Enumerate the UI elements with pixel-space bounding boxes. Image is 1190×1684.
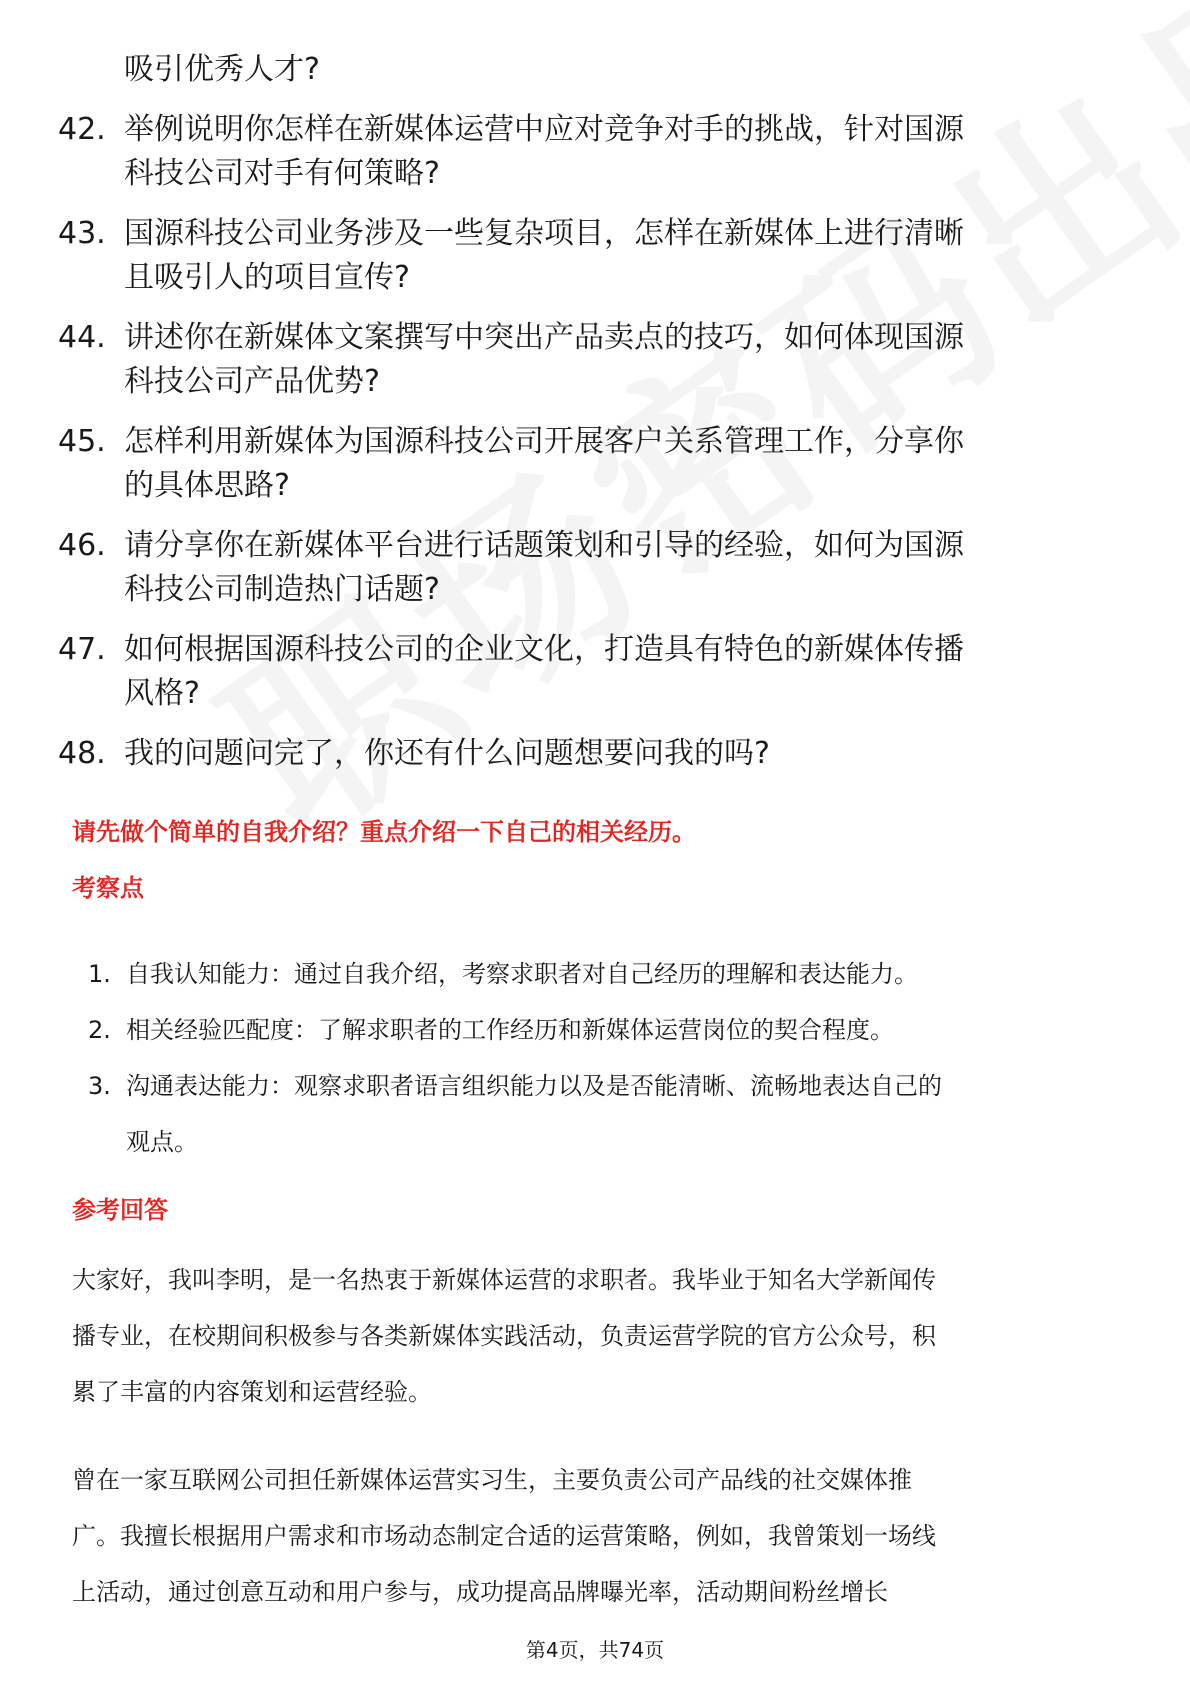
point-text: 相关经验匹配度：了解求职者的工作经历和新媒体运营岗位的契合程度。 — [126, 1016, 894, 1044]
question-42 — [58, 108, 1138, 196]
question-text-line: 我的问题问完了，你还有什么问题想要问我的吗? — [124, 736, 770, 771]
question-text-line: 且吸引人的项目宣传? — [124, 260, 410, 295]
question-number: 42. — [58, 112, 106, 147]
point-item — [88, 946, 1128, 1002]
point-number: 2. — [88, 1016, 111, 1044]
section-title: 请先做个简单的自我介绍？重点介绍一下自己的相关经历。 — [72, 818, 696, 846]
point-text-line: 观点。 — [126, 1128, 198, 1156]
question-number: 44. — [58, 320, 106, 355]
question-46 — [58, 524, 1138, 612]
question-43 — [58, 212, 1138, 300]
question-text — [124, 212, 1138, 300]
point-text — [126, 1058, 1128, 1170]
question-44 — [58, 316, 1138, 404]
question-text — [124, 732, 1138, 776]
answer-paragraph-2 — [72, 1452, 1122, 1620]
question-number: 46. — [58, 528, 106, 563]
answer-line: 上活动，通过创意互动和用户参与，成功提高品牌曝光率，活动期间粉丝增长 — [72, 1578, 888, 1606]
question-48 — [58, 732, 1138, 776]
answer-line: 播专业，在校期间积极参与各类新媒体实践活动，负责运营学院的官方公众号，积 — [72, 1322, 936, 1350]
point-number: 3. — [88, 1072, 111, 1100]
page-footer: 第4页，共74页 — [525, 1638, 665, 1662]
question-text-line: 的具体思路? — [124, 468, 290, 503]
question-47 — [58, 628, 1138, 716]
answer-line: 累了丰富的内容策划和运营经验。 — [72, 1378, 432, 1406]
question-text — [124, 108, 1138, 196]
answer-line: 大家好，我叫李明，是一名热衷于新媒体运营的求职者。我毕业于知名大学新闻传 — [72, 1266, 936, 1294]
question-41-continued: 吸引优秀人才? — [124, 52, 320, 87]
answer-heading: 参考回答 — [72, 1196, 168, 1224]
question-list — [58, 48, 1138, 792]
question-text-line: 风格? — [124, 676, 200, 711]
question-text-line: 举例说明你怎样在新媒体运营中应对竞争对手的挑战，针对国源 — [124, 112, 964, 147]
question-number: 48. — [58, 736, 106, 771]
question-text-line: 讲述你在新媒体文案撰写中突出产品卖点的技巧，如何体现国源 — [124, 320, 964, 355]
question-text — [124, 316, 1138, 404]
point-text-line: 沟通表达能力：观察求职者语言组织能力以及是否能清晰、流畅地表达自己的 — [126, 1072, 942, 1100]
point-item — [88, 1002, 1128, 1058]
answer-line: 广。我擅长根据用户需求和市场动态制定合适的运营策略，例如，我曾策划一场线 — [72, 1522, 936, 1550]
point-text: 自我认知能力：通过自我介绍，考察求职者对自己经历的理解和表达能力。 — [126, 960, 918, 988]
answer-paragraph-1 — [72, 1252, 1122, 1420]
answer-line: 曾在一家互联网公司担任新媒体运营实习生，主要负责公司产品线的社交媒体推 — [72, 1466, 912, 1494]
question-text-line: 科技公司产品优势? — [124, 364, 380, 399]
question-text — [124, 524, 1138, 612]
question-text-line: 怎样利用新媒体为国源科技公司开展客户关系管理工作，分享你 — [124, 424, 964, 459]
question-number: 47. — [58, 632, 106, 667]
points-list — [88, 946, 1128, 1170]
question-text-line: 如何根据国源科技公司的企业文化，打造具有特色的新媒体传播 — [124, 632, 964, 667]
question-text-line: 科技公司制造热门话题? — [124, 572, 440, 607]
question-text-line: 国源科技公司业务涉及一些复杂项目，怎样在新媒体上进行清晰 — [124, 216, 964, 251]
question-text-line: 请分享你在新媒体平台进行话题策划和引导的经验，如何为国源 — [124, 528, 964, 563]
question-text — [124, 420, 1138, 508]
question-number: 43. — [58, 216, 106, 251]
points-heading: 考察点 — [72, 874, 144, 902]
question-text — [124, 628, 1138, 716]
question-number: 45. — [58, 424, 106, 459]
point-number: 1. — [88, 960, 111, 988]
question-text-line: 科技公司对手有何策略? — [124, 156, 440, 191]
point-item — [88, 1058, 1128, 1170]
question-45 — [58, 420, 1138, 508]
